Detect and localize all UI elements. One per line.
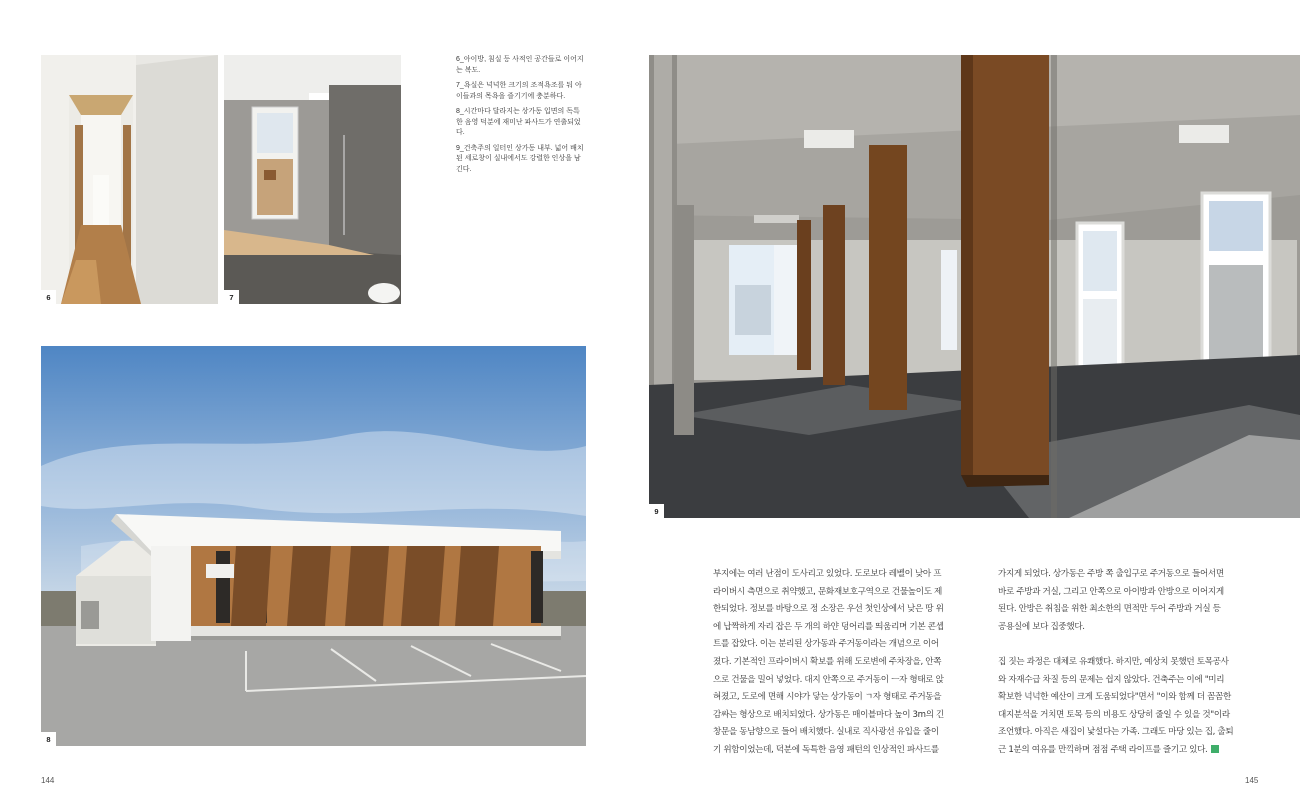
photo-number: 6 [41, 290, 56, 304]
paragraph-gap [998, 636, 1260, 654]
body-line: 에 납짝하게 자리 잡은 두 개의 하얀 덩어리를 띄움리며 기본 콘셉 [713, 621, 944, 632]
body-line: 된다. 안방은 취침을 위한 최소한의 면적만 두어 주방과 거실 등 [998, 604, 1221, 615]
body-line: 바로 주방과 거실, 그리고 안쪽으로 아이방과 안방으로 이어지게 [998, 586, 1224, 597]
body-line-last [998, 742, 1260, 760]
body-text-column-left [713, 566, 975, 760]
caption-7: 7_욕실은 넉넉한 크기의 조적욕조를 둬 아이들과의 목욕을 즐기기에 충분하다. [456, 82, 582, 100]
body-line: 졌다. 기본적인 프라이버시 확보를 위해 도로변에 주차장을, 안쪽 [713, 656, 942, 667]
page-number-right: 145 [1245, 776, 1259, 785]
caption-9: 9_건축주의 일터인 상가동 내부. 넓어 배치된 세로창이 실내에서도 강렬한 인상을 남긴다. [456, 144, 584, 173]
photo-number: 7 [224, 290, 239, 304]
photo-number: 8 [41, 732, 56, 746]
photo-number: 9 [649, 504, 664, 518]
corridor-image [41, 55, 218, 304]
body-line: 한되었다. 정보를 바탕으로 정 소장은 우선 첫인상에서 낮은 땅 위 [713, 604, 944, 615]
body-line: 와 자재수급 차질 등의 문제는 쉽지 않았다. 건축주는 이에 "미리 [998, 674, 1225, 685]
body-line: 공용실에 보다 집중했다. [998, 621, 1085, 632]
body-text-column-right [998, 566, 1260, 760]
end-mark-icon [1211, 745, 1219, 753]
last-line-text: 근 1분의 여유를 만끽하며 점점 주택 라이프를 즐기고 있다. [998, 744, 1208, 755]
body-line: 대지분석을 거치면 토목 등의 비용도 상당히 줄일 수 있을 것"이라 [998, 709, 1230, 720]
body-line: 조언했다. 아직은 새집이 낯설다는 가족. 그래도 마당 있는 집, 출퇴 [998, 727, 1234, 738]
exterior-image [41, 346, 586, 746]
photo-9-interior [649, 55, 1300, 518]
body-line: 부지에는 여러 난점이 도사리고 있었다. 도로보다 레벨이 낮아 프 [713, 569, 942, 579]
caption-8: 8_시간마다 달라지는 상가동 입면의 독특한 음영 덕분에 재미난 파사드가 연출되었다. [456, 108, 581, 136]
body-line: 으로 건물을 밀어 넣었다. 대지 안쪽으로 주거동이 ㅡ자 형태로 앉 [713, 674, 944, 685]
photo-6-corridor [41, 55, 218, 304]
photo-7-bathroom [224, 55, 401, 304]
body-line: 감싸는 형상으로 배치되었다. 상가동은 매이블마다 높이 3m의 긴 [713, 709, 944, 720]
body-line: 라이버시 측면으로 취약했고, 문화재보호구역으로 건물높이도 제 [713, 586, 942, 597]
bathroom-image [224, 55, 401, 304]
body-line: 확보한 넉넉한 예산이 크게 도움되었다"면서 "이와 함께 더 꼼꼼한 [998, 692, 1232, 703]
body-line: 트를 잡았다. 이는 분리된 상가동과 주거동이라는 개념으로 이어 [713, 639, 939, 650]
photo-captions [456, 55, 584, 180]
interior-image [649, 55, 1300, 518]
caption-6: 6_아이방, 침실 등 사적인 공간들로 이어지는 복도. [456, 56, 584, 74]
body-line: 가지게 되었다. 상가동은 주방 쪽 출입구로 주거동으로 들어서면 [998, 569, 1224, 579]
body-line: 기 위함이었는데, 덕분에 독특한 음영 패턴의 인상적인 파사드를 [713, 744, 939, 755]
photo-8-exterior [41, 346, 586, 746]
page-number-left: 144 [41, 776, 55, 785]
body-line: 창문을 동남향으로 들어 배치했다. 실내로 직사광선 유입을 줄이 [713, 727, 939, 738]
body-line: 집 짓는 과정은 대체로 유쾌했다. 하지만, 예상치 못했던 토목공사 [998, 656, 1229, 667]
body-line: 혀졌고, 도로에 면해 시야가 닿는 상가동이 ㄱ자 형태로 주거동을 [713, 692, 942, 703]
